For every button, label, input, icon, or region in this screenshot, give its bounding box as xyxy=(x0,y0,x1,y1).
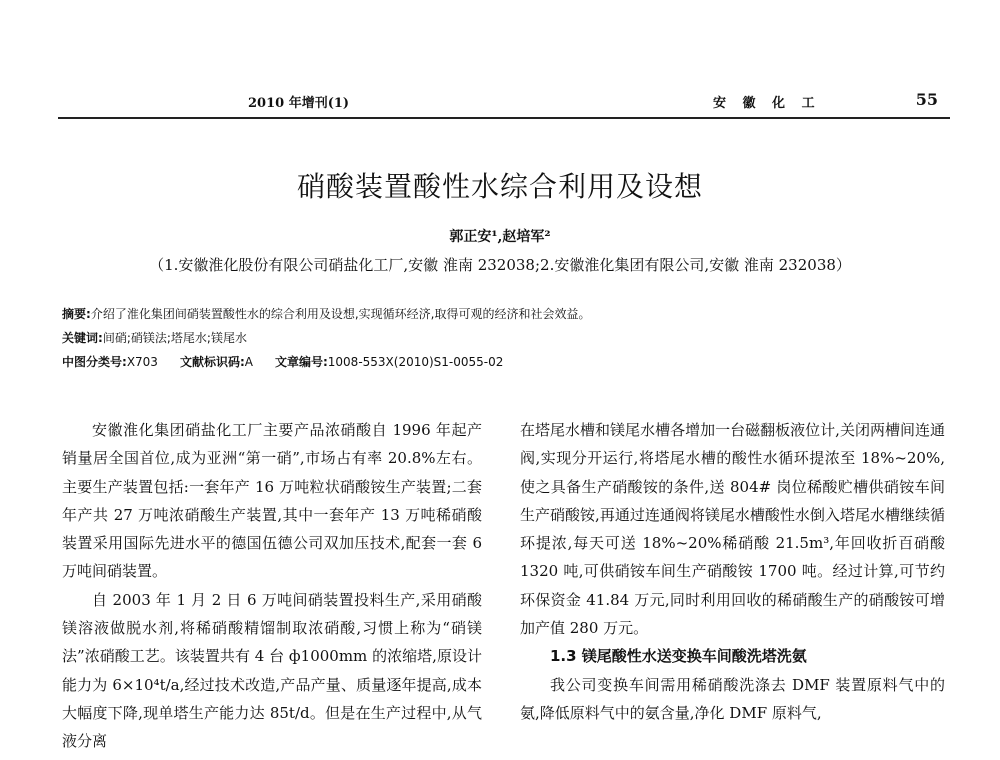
article-no-value: 1008-553X(2010)S1-0055-02 xyxy=(327,355,504,369)
keywords-label: 关键词: xyxy=(62,331,103,345)
abstract-text: 介绍了淮化集团间硝装置酸性水的综合利用及设想,实现循环经济,取得可观的经济和社会效益。 xyxy=(90,307,591,321)
running-header xyxy=(58,88,938,110)
header-rule xyxy=(58,117,950,119)
body-column-right xyxy=(520,416,945,727)
clc-label: 中图分类号: xyxy=(62,355,127,369)
section-heading: 1.3 镁尾酸性水送变换车间酸洗塔洗氨 xyxy=(550,647,807,666)
author-affiliation: （1.安徽淮化股份有限公司硝盐化工厂,安徽 淮南 232038;2.安徽淮化集团有限公司,安徽 淮南 232038） xyxy=(149,256,851,274)
body-column-left xyxy=(62,416,482,756)
journal-name: 安 徽 化 工 xyxy=(713,96,821,111)
article-no-label: 文章编号: xyxy=(274,355,328,369)
article-title: 硝酸装置酸性水综合利用及设想 xyxy=(296,170,703,203)
doc-code-value: A xyxy=(244,355,253,369)
abstract xyxy=(62,305,590,322)
doc-code-label: 文献标识码: xyxy=(179,355,245,369)
body-paragraph: 在塔尾水槽和镁尾水槽各增加一台磁翻板液位计,关闭两槽间连通阀,实现分开运行,将塔尾水槽的酸性水循环提浓至 18%~20%,使之具备生产硝酸铵的条件,送 804# 岗位稀酸贮槽供硝铵车间生产硝酸铵,再通过连通阀将镁尾水槽酸性水倒入塔尾水槽继续循环提浓,每天可送 18%~20%稀硝酸 21.5m³,年回收折百硝酸 1320 吨,可供硝铵车间生产硝酸铵 1700 吨。经过计算,可节约环保资金 41.84 万元,同时利用回收的稀硝酸生产的硝酸铵可增加产值 280 万元。 xyxy=(520,421,945,638)
body-paragraph: 安徽淮化集团硝盐化工厂主要产品浓硝酸自 1996 年起产销量居全国首位,成为亚洲“第一硝”,市场占有率 20.8%左右。主要生产装置包括:一套年产 16 万吨粒状硝酸铵生产装置;二套年产共 27 万吨浓硝酸生产装置,其中一套年产 13 万吨稀硝酸装置采用国际先进水平的德国伍德公司双加压技术,配套一套 6 万吨间硝装置。 xyxy=(62,421,482,581)
body-paragraph: 自 2003 年 1 月 2 日 6 万吨间硝装置投料生产,采用硝酸镁溶液做脱水剂,将稀硝酸精馏制取浓硝酸,习惯上称为“硝镁法”浓硝酸工艺。该装置共有 4 台 ф1000mm 的浓缩塔,原设计能力为 6×10⁴t/a,经过技术改造,产品产量、质量逐年提高,成本大幅度下降,现单塔生产能力达 85t/d。但是在生产过程中,从气液分离 xyxy=(62,590,482,751)
body-paragraph: 我公司变换车间需用稀硝酸洗涤去 DMF 装置原料气中的氨,降低原料气中的氨含量,净化 DMF 原料气, xyxy=(520,675,945,722)
clc-value: X703 xyxy=(126,355,158,369)
article-authors: 郭正安¹,赵培军² xyxy=(449,229,551,245)
keywords-text: 间硝;硝镁法;塔尾水;镁尾水 xyxy=(102,331,247,345)
abstract-label: 摘要: xyxy=(62,307,91,321)
keywords xyxy=(62,329,247,346)
classification-line xyxy=(62,353,503,370)
page-number: 55 xyxy=(915,90,938,109)
journal-issue: 2010 年增刊(1) xyxy=(248,96,350,111)
